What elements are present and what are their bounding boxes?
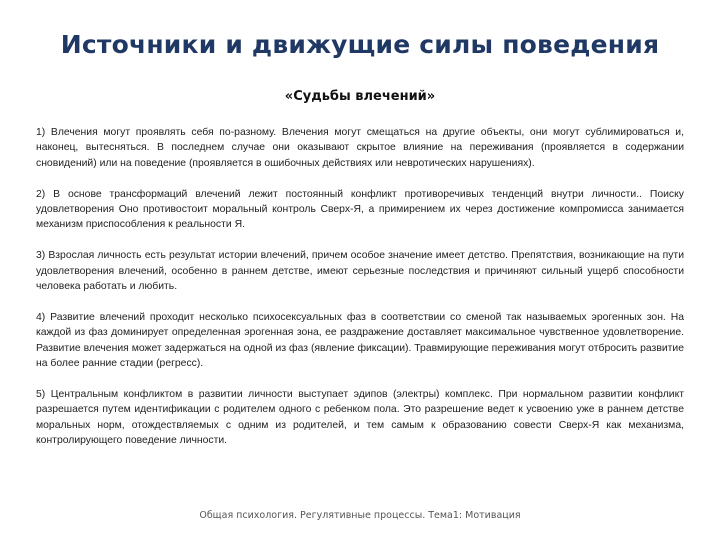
paragraph-2: 2) В основе трансформаций влечений лежит постоянный конфликт противоречивых тенденций внутри личности.. Поиску удовлетворения Оно противостоит моральный контроль Сверх-Я, а примирением их через достижение компромисса занимается механизм приспособления к реальности Я. — [36, 188, 684, 231]
paragraph-3: 3) Взрослая личность есть результат истории влечений, причем особое значение имеет детство. Препятствия, возникающие на пути удовлетворения влечений, особенно в раннем детстве, имеют серьезные последствия и причиняют сильный ущерб способности человека работать и любить. — [36, 250, 684, 293]
slide-title: Источники и движущие силы поведения — [60, 30, 660, 59]
slide-body — [36, 125, 684, 464]
slide-footer: Общая психология. Регулятивные процессы. Тема1: Мотивация — [199, 510, 521, 521]
paragraph-1: 1) Влечения могут проявлять себя по-разному. Влечения могут смещаться на другие объекты, они могут сублимироваться и, наконец, вытесняться. В последнем случае они оказывают скрытое влияние на переживания (проявляется в содержании сновидений) или на поведение (проявляется в ошибочных действиях или невротических нарушениях). — [36, 127, 684, 169]
paragraph-5: 5) Центральным конфликтом в развитии личности выступает эдипов (электры) комплекс. При нормальном развитии конфликт разрешается путем идентификации с родителем одного с ребенком пола. Это разрешение ведет к усвоению уже в раннем детстве моральных норм, отождествляемых с одним из родителей, и тем самым к образованию совести Сверх-Я как механизма, контролирующего поведение личности. — [36, 388, 684, 447]
paragraph-4: 4) Развитие влечений проходит несколько психосексуальных фаз в соответствии со сменой так называемых эрогенных зон. На каждой из фаз доминирует определенная эрогенная зона, ее раздражение доставляет максимальное чувственное удовлетворение. Развитие влечения может задержаться на одной из фаз (явление фиксации). Травмирующие переживания могут отбросить развитие на более ранние стадии (регресс). — [36, 311, 684, 370]
slide-subtitle: «Судьбы влечений» — [284, 89, 436, 104]
